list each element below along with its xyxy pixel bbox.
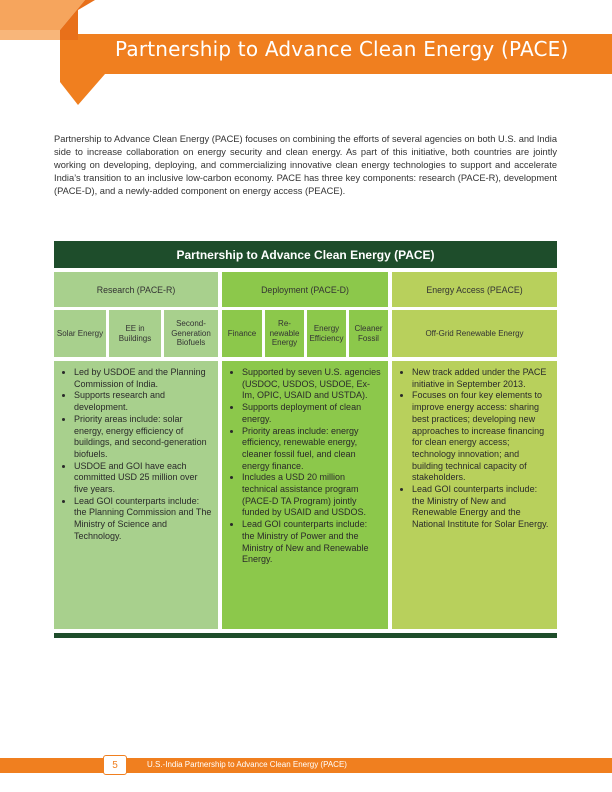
bullet-item: • Includes a USD 20 million technical assistance program (PACE-D TA Program) jointly funded by USAID and USDOS.	[242, 472, 382, 519]
sub-header-solar-energy: Solar Energy	[54, 310, 106, 357]
sub-header-renewable-energy: Re-newable Energy	[265, 310, 304, 357]
research-bullets	[58, 367, 212, 543]
bullet-item: • Focuses on four key elements to improve energy access: sharing best practices; developing new approaches to increase financing for clean energy access; technology innovation; and building technical capacity of stakeholders.	[412, 390, 551, 484]
sub-header-ee-buildings: EE in Buildings	[109, 310, 161, 357]
bullet-item: • Led by USDOE and the Planning Commission of India.	[74, 367, 212, 390]
sub-header-energy-efficiency: Energy Efficiency	[307, 310, 346, 357]
table-title: Partnership to Advance Clean Energy (PACE)	[54, 241, 557, 268]
bullet-item: • Supports deployment of clean energy.	[242, 402, 382, 425]
bullet-item: • Lead GOI counterparts include: the Planning Commission and The Ministry of Science and Technology.	[74, 496, 212, 543]
bullet-item: • Lead GOI counterparts include: the Ministry of Power and the Ministry of New and Renewable Energy.	[242, 519, 382, 566]
bullet-item: • New track added under the PACE initiative in September 2013.	[412, 367, 551, 390]
header-banner	[0, 0, 612, 110]
energy-access-details	[392, 361, 557, 629]
footer-text: U.S.-India Partnership to Advance Clean Energy (PACE)	[147, 760, 347, 769]
bullet-item: • Supports research and development.	[74, 390, 212, 413]
page-number: 5	[103, 755, 127, 775]
research-details	[54, 361, 218, 629]
intro-paragraph: Partnership to Advance Clean Energy (PACE) focuses on combining the efforts of several agencies on both U.S. and India side to increase collaboration on energy security and clean energy. As part of this initiative, both countries are jointly working on developing, deploying, and commercializing innovative clean energy technologies to support and accelerate India’s transition to an inclusive low-carbon economy. PACE has three key components: research (PACE-R), development (PACE-D), and a newly-added component on energy access (PEACE).	[54, 134, 557, 196]
deployment-bullets	[226, 367, 382, 566]
bullet-item: • Priority areas include: energy efficiency, renewable energy, cleaner fossil fuel, and clean energy finance.	[242, 426, 382, 473]
bullet-item: • USDOE and GOI have each committed USD 25 million over five years.	[74, 461, 212, 496]
bullet-item: • Supported by seven U.S. agencies (USDOC, USDOS, USDOE, Ex-Im, OPIC, USAID and USTDA).	[242, 367, 382, 402]
column-header-research: Research (PACE-R)	[54, 272, 218, 307]
page-title: Partnership to Advance Clean Energy (PACE)	[115, 37, 569, 61]
table-bottom-rule	[54, 633, 557, 638]
deployment-details	[222, 361, 388, 629]
energy-access-bullets	[396, 367, 551, 531]
sub-header-biofuels: Second-Generation Biofuels	[164, 310, 218, 357]
sub-header-off-grid: Off-Grid Renewable Energy	[392, 310, 557, 357]
sub-header-cleaner-fossil: Cleaner Fossil	[349, 310, 388, 357]
bullet-item: • Lead GOI counterparts include: the Ministry of New and Renewable Energy and the National Institute for Solar Energy.	[412, 484, 551, 531]
bullet-item: • Priority areas include: solar energy, energy efficiency of buildings, and second-generation biofuels.	[74, 414, 212, 461]
column-header-deployment: Deployment (PACE-D)	[222, 272, 388, 307]
column-header-energy-access: Energy Access (PEACE)	[392, 272, 557, 307]
sub-header-finance: Finance	[222, 310, 262, 357]
